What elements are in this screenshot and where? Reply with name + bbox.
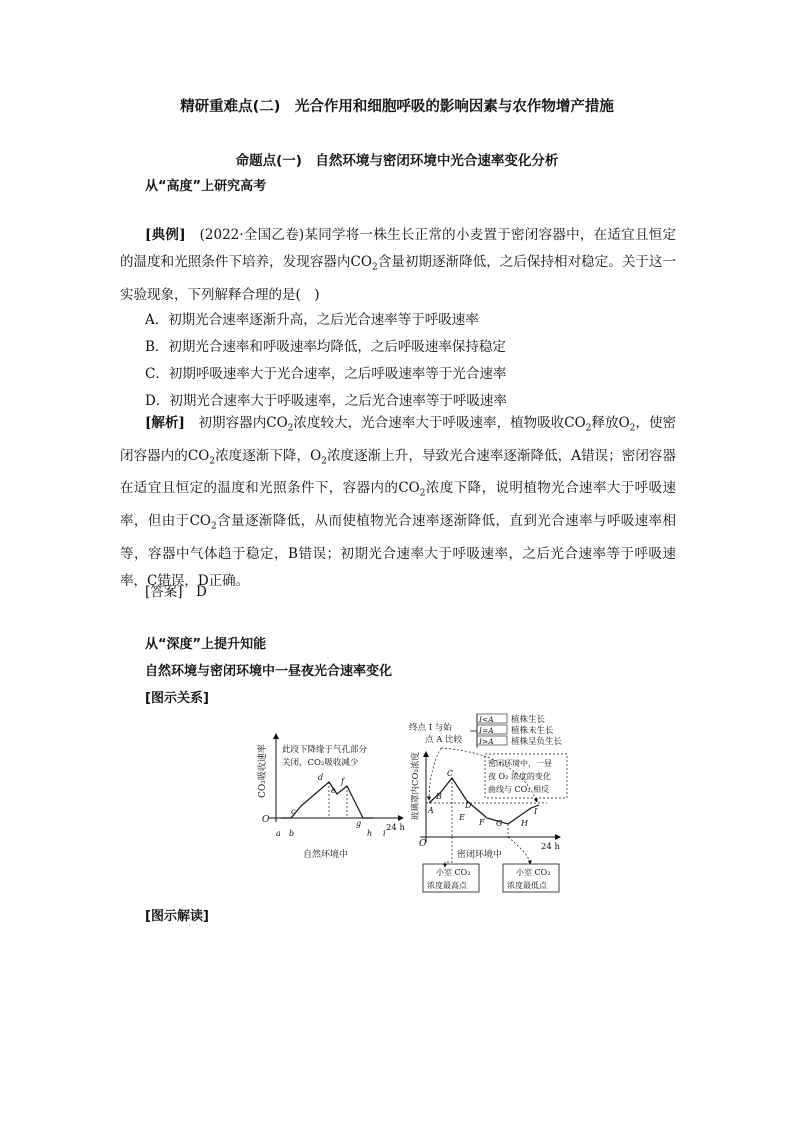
left-caption: 自然环境中 (303, 850, 349, 860)
o2-note-line2: 夜 O₂ 浓度的变化 (488, 772, 551, 781)
left-note-line2: 关闭，CO₂吸收减少 (282, 758, 359, 768)
example-paragraph: [典例] (2022·全国乙卷)某同学将一株生长正常的小麦置于密闭容器中，在适宜且恒定的温度和光照条件下培养，发现容器内$CO_2$含量初期逐渐降低，之后保持相对稳定。关于这一实验现象，下列解释合理的是( ) (120, 227, 677, 303)
legend-cond-2: I=A (479, 726, 494, 735)
example-tag: [典例] (145, 227, 186, 243)
left-origin: O (262, 815, 270, 825)
point-E: E (459, 813, 465, 822)
left-y-label: CO₂吸收速率 (258, 744, 268, 798)
legend-text-2: 植株未生长 (511, 726, 554, 736)
answer-line (145, 580, 207, 600)
point-h: h (367, 829, 373, 838)
legend-text-1: 植株生长 (511, 715, 546, 725)
figure-reading-label: [图示解读] (145, 909, 209, 924)
answer-tag: [答案] (145, 584, 183, 600)
point-H: H (521, 819, 528, 828)
point-G: G (496, 819, 503, 828)
right-x-end: 24 h (541, 842, 560, 852)
analysis-paragraph: [解析] 初期容器内$CO_2$浓度较大，光合速率大于呼吸速率，植物吸收$CO_2$释放$O_2$，使密闭容器内的$CO_2$浓度逐渐下降，$O_2$浓度逐渐上升，导致光合速率逐渐降低，A错误；密闭容器在适宜且恒定的温度和光照条件下，容器内的$CO_2$浓度下降，说明植物光合速率大于呼吸速率，但由于$CO_2$含量逐渐降低，从而使植物光合速率逐渐降低，直到光合速率与呼吸速率相等，容器中气体趋于稳定，B错误；初期光合速率大于呼吸速率，之后光合速率等于呼吸速率，C错误，D正确。 (120, 415, 677, 589)
analysis-tag: [解析] (145, 415, 185, 431)
right-caption: 密闭环境中 (457, 850, 503, 860)
point-i: i (383, 829, 386, 838)
o2-note-line1: 密闭环境中，一昼 (488, 759, 552, 768)
figure-relation-label: [图示关系] (145, 691, 209, 706)
point-B: B (436, 792, 442, 801)
photosynthesis-diagram (255, 712, 585, 897)
end-note-line1: 终点 I 与始 (409, 723, 452, 733)
point-f: f (341, 777, 344, 786)
point-F: F (479, 818, 485, 827)
point-c: c (291, 807, 296, 816)
option-c: C．初期呼吸速率大于光合速率，之后呼吸速率等于光合速率 (145, 366, 507, 382)
example-source: (2022·全国乙卷) (199, 227, 305, 243)
option-a: A．初期光合速率逐渐升高，之后光合速率等于呼吸速率 (145, 312, 479, 328)
point-A: A (428, 806, 434, 815)
subsection-heading: 自然环境与密闭环境中一昼夜光合速率变化 (145, 664, 393, 679)
answer-value: D (196, 584, 207, 600)
high-box-line1: 小室 CO₂ (436, 868, 471, 877)
legend-cond-1: I<A (479, 715, 494, 724)
o2-note-line3: 曲线与 CO₂ 相反 (488, 785, 549, 794)
section-heading-depth: 从“深度”上提升知能 (145, 637, 267, 652)
section-heading-height: 从“高度”上研究高考 (145, 179, 267, 194)
point-D: D (465, 801, 472, 810)
point-e: e (331, 786, 336, 795)
point-b: b (289, 829, 295, 838)
right-origin: O (419, 839, 427, 849)
page-title: 精研重难点(二) 光合作用和细胞呼吸的影响因素与农作物增产措施 (180, 99, 614, 115)
closed-environment-chart (409, 714, 567, 892)
section-title: 命题点(一) 自然环境与密闭环境中光合速率变化分析 (235, 153, 559, 169)
end-note-line2: 点 A 比较 (425, 735, 463, 745)
left-x-end: 24 h (386, 823, 405, 833)
low-box-line2: 浓度最低点 (507, 881, 547, 890)
point-a: a (276, 829, 281, 838)
option-b: B．初期光合速率和呼吸速率均降低，之后呼吸速率保持稳定 (145, 339, 506, 355)
left-note-line1: 此段下降缘于气孔部分 (282, 745, 368, 755)
low-box-line1: 小室 CO₂ (516, 868, 551, 877)
legend-text-3: 植株呈负生长 (511, 737, 563, 747)
point-I: I (534, 807, 538, 816)
right-y-label: 玻璃罩内CO₂浓度 (411, 752, 421, 820)
legend-cond-3: I>A (479, 737, 494, 746)
point-C: C (447, 769, 454, 778)
option-d: D．初期光合速率大于呼吸速率，之后光合速率等于呼吸速率 (145, 393, 507, 409)
point-g: g (356, 819, 362, 828)
high-box-line2: 浓度最高点 (427, 881, 467, 890)
natural-environment-chart (256, 734, 406, 860)
point-d: d (318, 773, 324, 782)
